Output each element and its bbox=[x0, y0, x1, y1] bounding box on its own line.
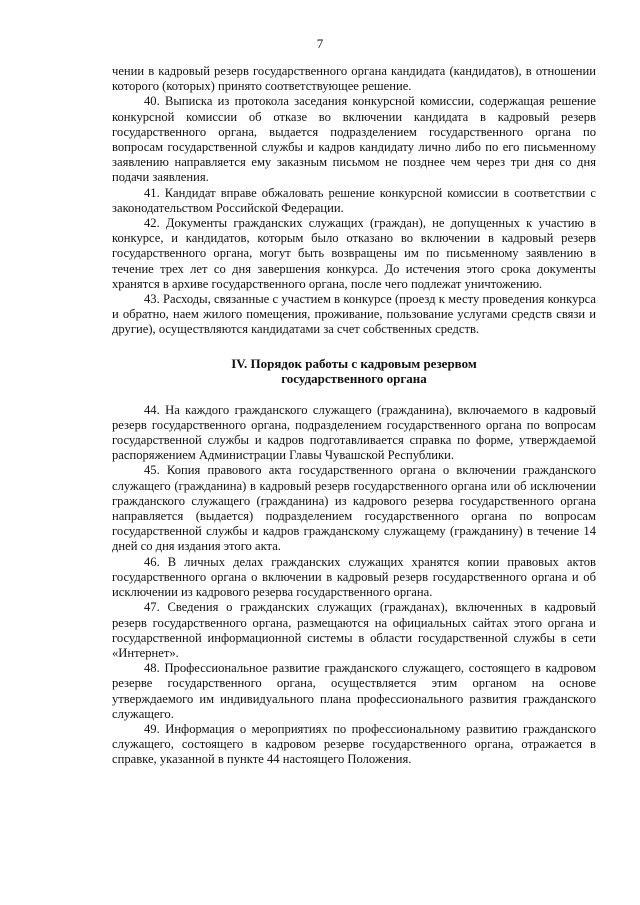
section-heading-line-2: государственного органа bbox=[281, 371, 427, 387]
section-heading-line-1: IV. Порядок работы с кадровым резервом bbox=[231, 355, 477, 371]
section-heading bbox=[112, 356, 596, 387]
paragraphs-before-heading bbox=[112, 64, 596, 338]
paragraph: чении в кадровый резерв государственного органа кандидата (кандидатов), в отношении которого (которых) принято соответствующее решение. bbox=[112, 64, 596, 94]
paragraphs-after-heading bbox=[112, 403, 596, 768]
paragraph: 48. Профессиональное развитие гражданского служащего, состоящего в кадровом резерве государственного органа, осуществляется этим органом на основе утверждаемого им индивидуального плана профессионального развития гражданского служащего. bbox=[112, 661, 596, 721]
paragraph: 49. Информация о мероприятиях по профессиональному развитию гражданского служащего, состоящего в кадровом резерве государственного органа, отражается в справке, указанной в пункте 44 настоящего Положения. bbox=[112, 721, 596, 767]
page-number: 7 bbox=[316, 36, 324, 51]
paragraph: 47. Сведения о гражданских служащих (гражданах), включенных в кадровый резерв государственного органа, размещаются на официальных сайтах этого органа и государственной информационной системы в области государственной службы в сети «Интернет». bbox=[112, 600, 596, 660]
paragraph: 40. Выписка из протокола заседания конкурсной комиссии, содержащая решение конкурсной комиссии об отказе во включении кандидата в кадровый резерв государственного органа, выдается подразделением государственного органа по вопросам государственной службы и кадров кандидату лично либо по его письменному заявлению направляется ему заказным письмом не позднее чем через три дня со дня подачи заявления. bbox=[112, 94, 596, 185]
document-body bbox=[112, 64, 596, 768]
paragraph: 41. Кандидат вправе обжаловать решение конкурсной комиссии в соответствии с законодательством Российской Федерации. bbox=[112, 185, 596, 215]
paragraph: 43. Расходы, связанные с участием в конкурсе (проезд к месту проведения конкурса и обратно, наем жилого помещения, проживание, пользование услугами средств связи и другие), осуществляются кандидатами за счет собственных средств. bbox=[112, 292, 596, 337]
paragraph: 46. В личных делах гражданских служащих хранятся копии правовых актов государственного органа о включении в кадровый резерв государственного органа и об исключении из кадрового резерва государственного органа. bbox=[112, 554, 596, 600]
paragraph: 42. Документы гражданских служащих (граждан), не допущенных к участию в конкурсе, и кандидатов, которым было отказано во включении в кадровый резерв государственного органа, могут быть возвращены им по письменному заявлению в течение трех лет со дня завершения конкурса. До истечения этого срока документы хранятся в архиве государственного органа, после чего подлежат уничтожению. bbox=[112, 216, 596, 291]
paragraph: 44. На каждого гражданского служащего (гражданина), включаемого в кадровый резерв государственного органа, подразделением государственного органа по вопросам государственной службы и кадров подготавливается справка по форме, утверждаемой распоряжением Администрации Главы Чувашской Республики. bbox=[112, 402, 596, 463]
paragraph: 45. Копия правового акта государственного органа о включении гражданского служащего (гражданина) в кадровый резерв государственного органа или об исключении гражданского служащего (гражданина) из кадрового резерва государственного органа направляется (выдается) подразделением государственного органа по вопросам государственной службы и кадров гражданскому служащему (гражданину) в течение 14 дней со дня издания этого акта. bbox=[112, 463, 596, 554]
